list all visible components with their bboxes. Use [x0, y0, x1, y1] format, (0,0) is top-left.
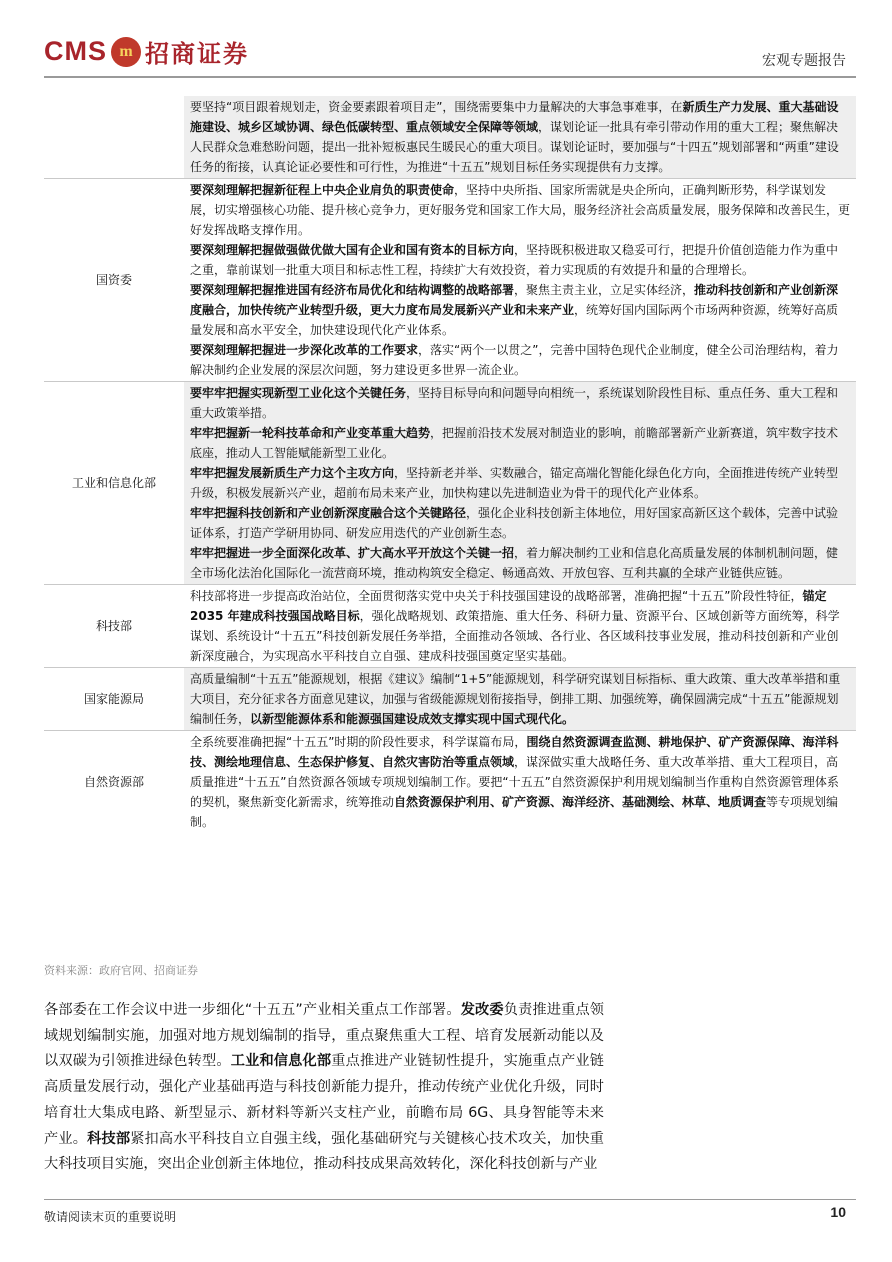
page-number: 10	[830, 1204, 846, 1220]
bold-text-run: 要牢牢把握实现新型工业化这个关键任务	[190, 386, 407, 400]
body-paragraph	[44, 998, 604, 1178]
text-run: ，坚持既积极进取又稳妥可行，把提升价值创造能力作为重中之重，靠前谋划一批重大项目和标志性工程，持续扩大有效投资，着力实现质的有效提升和量的合理增长。	[190, 243, 839, 277]
text-run: ，着力解决制约工业和信息化高质量发展的体制机制问题，健全市场化法治化国际化一流营商环境，推动构筑安全稳定、畅通高效、开放包容、互利共赢的全球产业链供应链。	[190, 546, 839, 580]
report-type: 宏观专题报告	[762, 53, 846, 69]
text-run: 重点推进产业链韧性提升，实施重点产业链高质量发展行动，强化产业基础再造与科技创新能力提升，推动传统产业优化升级，同时培育壮大集成电路、新型显示、新材料等新兴支柱产业，前瞻布局 6G、具身智能等未来产业。	[44, 1053, 604, 1147]
text-run: ，谋划论证一批具有牵引带动作用的重大工程；聚焦解决人民群众急难愁盼问题，提出一批补短板惠民生暖民心的重大项目。谋划论证时，要加强与“十四五”规划部署和“两重”建设任务的衔接，认真论证必要性和可行性，为推进“十五五”规划目标任务实现提供有力支撑。	[190, 120, 839, 174]
table-paragraph	[190, 383, 850, 423]
bold-text-run: 锚定 2035 年建成科技强国战略目标	[190, 589, 827, 623]
bold-text-run: 牢牢把握发展新质生产力这个主攻方向	[190, 466, 395, 480]
table-row-label	[44, 96, 184, 179]
table-paragraph	[190, 543, 850, 583]
bold-text-run: 要深刻理解把握做强做优做大国有企业和国有资本的目标方向	[190, 243, 515, 257]
table-row	[44, 668, 856, 731]
text-run: ，强化战略规划、政策措施、重大任务、科研力量、资源平台、区域创新等方面统筹，科学谋划、系统设计“十五五”科技创新发展任务举措，全面推动各领域、各行业、各区域科技事业发展，推动科技创新和产业创新深度融合，为实现高水平科技自立自强、建成科技强国奠定坚实基础。	[190, 609, 840, 663]
table-row-label: 工业和信息化部	[44, 382, 184, 585]
logo-seal-icon: m	[111, 37, 141, 67]
table-row-label: 自然资源部	[44, 731, 184, 834]
text-run: ，坚持目标导向和问题导向相统一，系统谋划阶段性目标、重点任务、重大工程和重大政策举措。	[190, 386, 839, 420]
bold-text-run: 要深刻理解把握推进国有经济布局优化和结构调整的战略部署	[190, 283, 515, 297]
table-paragraph	[190, 240, 850, 280]
table-paragraph	[190, 463, 850, 503]
text-run: 科技部将进一步提高政治站位，全面贯彻落实党中央关于科技强国建设的战略部署，准确把握“十五五”阶段性特征，	[190, 589, 803, 603]
table-paragraph	[190, 732, 850, 832]
text-run: 要坚持“项目跟着规划走，资金要素跟着项目走”，围绕需要集中力量解决的大事急事难事，在	[190, 100, 683, 114]
bold-text-run: 牢牢把握科技创新和产业创新深度融合这个关键路径	[190, 506, 467, 520]
footer-disclaimer: 敬请阅读末页的重要说明	[44, 1210, 177, 1224]
table-row-label: 科技部	[44, 585, 184, 668]
source-note: 资料来源：政府官网、招商证券	[44, 964, 198, 977]
table-row	[44, 382, 856, 585]
table-row-content	[184, 668, 856, 731]
text-run: ，谋深做实重大战略任务、重大改革举措、重大工程项目，高质量推进“十五五”自然资源各领域专项规划编制工作。要把“十五五”自然资源保护利用规划编制当作重构自然资源管理体系的契机，聚焦新变化新需求，统筹推动	[190, 755, 839, 809]
bold-text-run: 牢牢把握新一轮科技革命和产业变革重大趋势	[190, 426, 431, 440]
bold-text-run: 要深刻理解把握进一步深化改革的工作要求	[190, 343, 419, 357]
bold-text-run: 要深刻理解把握新征程上中央企业肩负的职责使命	[190, 183, 455, 197]
table-paragraph	[190, 503, 850, 543]
table-paragraph	[190, 280, 850, 340]
bold-text-run: 工业和信息化部	[230, 1053, 332, 1070]
table-row-label: 国资委	[44, 179, 184, 382]
text-run: ，坚持中央所指、国家所需就是央企所向，正确判断形势，科学谋划发展，切实增强核心功能、提升核心竞争力，更好服务党和国家工作大局，服务经济社会高质量发展，服务保障和改善民生，更好发挥战略支撑作用。	[190, 183, 851, 237]
text-run: ，坚持新老并举、实数融合，锚定高端化智能化绿色化方向，全面推进传统产业转型升级，积极发展新兴产业，超前布局未来产业，加快构建以先进制造业为骨干的现代化产业体系。	[190, 466, 839, 500]
table-paragraph	[190, 340, 850, 380]
table-paragraph	[190, 669, 850, 729]
table-row-content	[184, 382, 856, 585]
text-run: ，聚焦主责主业，立足实体经济，	[514, 283, 695, 297]
text-run: ，落实“两个一以贯之”，完善中国特色现代企业制度，健全公司治理结构，着力解决制约企业发展的深层次问题，努力建设更多世界一流企业。	[190, 343, 839, 377]
table-row	[44, 585, 856, 668]
table-paragraph	[190, 586, 850, 666]
table-row-content	[184, 96, 856, 179]
bold-text-run: 围绕自然资源调查监测、耕地保护、矿产资源保障、海洋科技、测绘地理信息、生态保护修复、自然灾害防治等重点领域	[190, 735, 839, 769]
table-row-content	[184, 179, 856, 382]
bold-text-run: 推动科技创新和产业创新深度融合，加快传统产业转型升级，更大力度布局发展新兴产业和未来产业	[190, 283, 839, 317]
header-divider	[44, 76, 856, 78]
table-paragraph	[190, 97, 850, 177]
bold-text-run: 牢牢把握进一步全面深化改革、扩大高水平开放这个关键一招	[190, 546, 515, 560]
text-run: ，强化企业科技创新主体地位，用好国家高新区这个载体，完善中试验证体系，打造产学研用协同、研发应用迭代的产业创新生态。	[190, 506, 839, 540]
table-row	[44, 731, 856, 834]
text-run: 各部委在工作会议中进一步细化“十五五”产业相关重点工作部署。	[44, 1002, 461, 1018]
bold-text-run: 科技部	[87, 1130, 131, 1147]
text-run: ，把握前沿技术发展对制造业的影响，前瞻部署新产业新赛道，筑牢数字技术底座，推动人工智能赋能新型工业化。	[190, 426, 839, 460]
logo-chinese-text: 招商证券	[145, 40, 249, 68]
bold-text-run: 新质生产力发展、重大基础设施建设、城乡区域协调、绿色低碳转型、重点领域安全保障等领域	[190, 100, 839, 134]
text-run: 等专项规划编制。	[190, 795, 839, 829]
logo-latin-text: CMS	[44, 36, 107, 66]
table-row	[44, 179, 856, 382]
table-paragraph	[190, 423, 850, 463]
cms-logo	[44, 34, 249, 69]
table-row-content	[184, 731, 856, 834]
bold-text-run: 以新型能源体系和能源强国建设成效支撑实现中国式现代化。	[250, 712, 575, 726]
ministry-table	[44, 96, 856, 833]
text-run: 负责推进重点领域规划编制实施，加强对地方规划编制的指导，重点聚焦重大工程、培育发展新动能以及以双碳为引领推进绿色转型。	[44, 1002, 604, 1070]
bold-text-run: 自然资源保护利用、矿产资源、海洋经济、基础测绘、林草、地质调查	[394, 795, 767, 809]
table-paragraph	[190, 180, 850, 240]
footer-divider	[44, 1199, 856, 1200]
text-run: 紧扣高水平科技自立自强主线，强化基础研究与关键核心技术攻关，加快重大科技项目实施，突出企业创新主体地位，推动科技成果高效转化，深化科技创新与产业	[44, 1130, 604, 1173]
page-header	[44, 30, 852, 74]
text-run: 全系统要准确把握“十五五”时期的阶段性要求，科学谋篇布局，	[190, 735, 527, 749]
bold-text-run: 发改委	[460, 1002, 504, 1018]
table-row	[44, 96, 856, 179]
table-row-label: 国家能源局	[44, 668, 184, 731]
table-row-content	[184, 585, 856, 668]
text-run: 高质量编制“十五五”能源规划，根据《建议》编制“1+5”能源规划，科学研究谋划目标指标、重大政策、重大改革举措和重大项目，充分征求各方面意见建议，加强与省级能源规划衔接指导，倒排工期、加强统筹，确保圆满完成“十五五”能源规划编制任务，	[190, 672, 841, 726]
text-run: ，统筹好国内国际两个市场两种资源，统筹好高质量发展和高水平安全，加快建设现代化产业体系。	[190, 303, 839, 337]
